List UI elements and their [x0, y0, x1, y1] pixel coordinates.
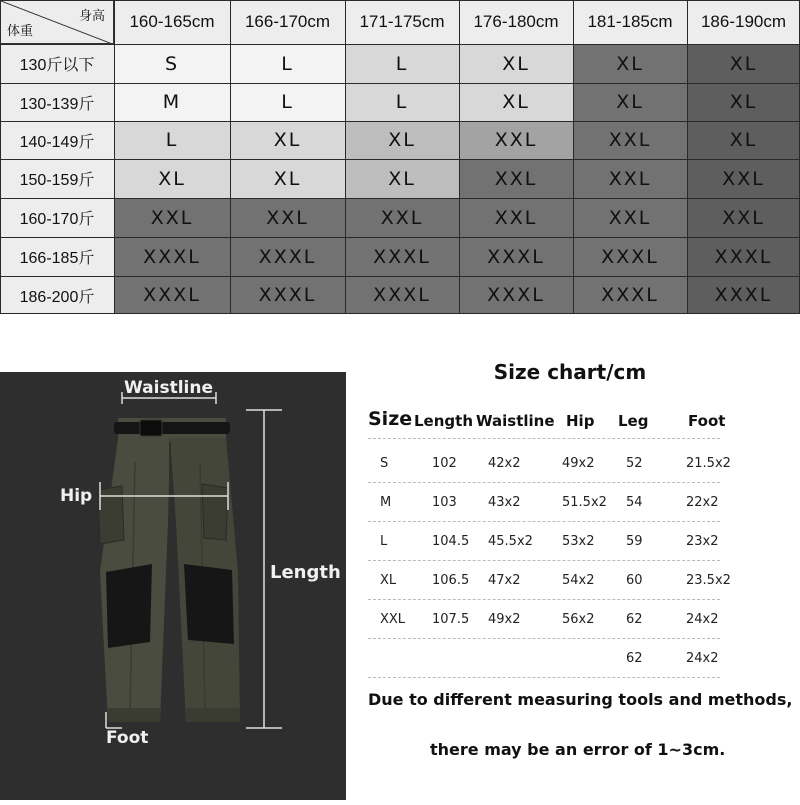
pants-measurement-image — [0, 372, 346, 800]
size-chart-header: Waistline — [476, 412, 555, 430]
weight-row-label: 130斤以下 — [0, 44, 114, 83]
grid-line — [0, 313, 800, 314]
recommended-size-cell: XL — [459, 44, 573, 83]
recommended-size-cell: XL — [459, 83, 573, 121]
size-chart-cell: 102 — [432, 456, 457, 471]
recommended-size-cell: XL — [230, 121, 345, 159]
size-chart-title: Size chart/cm — [493, 360, 647, 384]
recommended-size-cell: XXL — [114, 198, 230, 237]
size-chart-cell: 62 — [626, 612, 643, 627]
size-chart-cell: 23.5x2 — [686, 573, 731, 588]
recommended-size-cell: L — [230, 44, 345, 83]
recommended-size-cell: XXXL — [687, 276, 800, 314]
recommended-size-cell: XXXL — [459, 276, 573, 314]
grid-line — [459, 0, 460, 314]
length-label: Length — [270, 562, 341, 583]
recommended-size-cell: XXXL — [345, 276, 459, 314]
recommended-size-cell: XXL — [459, 121, 573, 159]
size-chart-cell: L — [380, 534, 388, 549]
row-divider — [368, 638, 720, 639]
height-axis-label: 身高 — [78, 8, 105, 23]
height-column-header: 186-190cm — [687, 0, 800, 44]
recommended-size-cell: L — [114, 121, 230, 159]
size-chart-cell: 60 — [626, 573, 643, 588]
grid-line — [114, 0, 115, 314]
pants-illustration — [0, 372, 346, 800]
size-chart-cell: 22x2 — [686, 495, 719, 510]
size-chart-cell: 104.5 — [432, 534, 470, 549]
height-column-header: 160-165cm — [114, 0, 230, 44]
weight-row-label: 150-159斤 — [0, 159, 114, 198]
size-chart-cell: M — [380, 495, 392, 510]
size-chart-header: Leg — [618, 412, 649, 430]
grid-line — [0, 237, 800, 238]
size-chart-cell: 52 — [626, 456, 643, 471]
height-column-header: 166-170cm — [230, 0, 345, 44]
size-chart-cell: 53x2 — [562, 534, 595, 549]
size-chart-cell: XXL — [380, 612, 406, 627]
size-chart-cell: 62 — [626, 651, 643, 666]
corner-header-cell — [0, 0, 114, 44]
recommended-size-cell: XXL — [573, 159, 687, 198]
hip-label: Hip — [60, 486, 93, 506]
recommended-size-cell: M — [114, 83, 230, 121]
grid-line — [0, 0, 1, 314]
recommended-size-cell: XXXL — [573, 276, 687, 314]
recommended-size-cell: S — [114, 44, 230, 83]
grid-line — [0, 121, 800, 122]
size-chart-cell: 43x2 — [488, 495, 521, 510]
weight-row-label: 186-200斤 — [0, 276, 114, 314]
waistline-label: Waistline — [124, 378, 213, 398]
grid-line — [0, 276, 800, 277]
recommended-size-cell: XXL — [573, 198, 687, 237]
weight-row-label: 130-139斤 — [0, 83, 114, 121]
recommended-size-cell: XXXL — [345, 237, 459, 276]
recommended-size-cell: XXL — [230, 198, 345, 237]
recommended-size-cell: XXL — [573, 121, 687, 159]
recommended-size-cell: XXL — [459, 198, 573, 237]
recommended-size-cell: XXL — [687, 159, 800, 198]
height-column-header: 181-185cm — [573, 0, 687, 44]
weight-row-label: 166-185斤 — [0, 237, 114, 276]
size-chart-cell: 54 — [626, 495, 643, 510]
row-divider — [368, 482, 720, 483]
size-chart-cell: 42x2 — [488, 456, 521, 471]
recommended-size-cell: XL — [114, 159, 230, 198]
recommended-size-cell: XL — [345, 159, 459, 198]
grid-line — [0, 0, 800, 1]
height-column-header: 171-175cm — [345, 0, 459, 44]
row-divider — [368, 599, 720, 600]
size-chart-header: Hip — [566, 412, 595, 430]
size-chart-cell: 23x2 — [686, 534, 719, 549]
grid-line — [0, 198, 800, 199]
size-chart-cell: 49x2 — [488, 612, 521, 627]
grid-line — [0, 44, 800, 45]
size-chart-cell: S — [380, 456, 389, 471]
size-chart-header: Length — [414, 412, 473, 430]
disclaimer-line-2: there may be an error of 1~3cm. — [430, 740, 726, 759]
recommended-size-cell: XXXL — [230, 276, 345, 314]
recommended-size-cell: XXL — [459, 159, 573, 198]
recommended-size-cell: L — [230, 83, 345, 121]
size-chart-header: Foot — [688, 412, 726, 430]
size-chart-cell: 51.5x2 — [562, 495, 607, 510]
weight-row-label: 160-170斤 — [0, 198, 114, 237]
grid-line — [573, 0, 574, 314]
weight-axis-label: 体重 — [7, 23, 34, 38]
grid-line — [230, 0, 231, 314]
recommended-size-cell: XL — [573, 83, 687, 121]
grid-line — [0, 159, 800, 160]
recommended-size-cell: L — [345, 44, 459, 83]
recommended-size-cell: XL — [687, 121, 800, 159]
disclaimer-line-1: Due to different measuring tools and methods, — [368, 690, 793, 709]
recommended-size-cell: XXL — [687, 198, 800, 237]
size-chart-cell: 45.5x2 — [488, 534, 533, 549]
size-chart-cell: 56x2 — [562, 612, 595, 627]
recommended-size-cell: XXXL — [573, 237, 687, 276]
size-recommendation-table — [0, 0, 800, 314]
row-divider — [368, 677, 720, 678]
row-divider — [368, 560, 720, 561]
recommended-size-cell: XXXL — [114, 276, 230, 314]
weight-row-label: 140-149斤 — [0, 121, 114, 159]
size-chart-cell: 24x2 — [686, 651, 719, 666]
size-chart-cell: 54x2 — [562, 573, 595, 588]
recommended-size-cell: XXXL — [230, 237, 345, 276]
recommended-size-cell: XXXL — [114, 237, 230, 276]
recommended-size-cell: XXXL — [459, 237, 573, 276]
size-chart-cell: 47x2 — [488, 573, 521, 588]
size-chart-cell: 49x2 — [562, 456, 595, 471]
height-column-header: 176-180cm — [459, 0, 573, 44]
grid-line — [345, 0, 346, 314]
recommended-size-cell: XL — [687, 83, 800, 121]
row-divider — [368, 438, 720, 439]
size-chart-cell: 59 — [626, 534, 643, 549]
recommended-size-cell: XXXL — [687, 237, 800, 276]
size-chart-cell: 21.5x2 — [686, 456, 731, 471]
recommended-size-cell: XL — [345, 121, 459, 159]
size-chart-cell: 107.5 — [432, 612, 470, 627]
row-divider — [368, 521, 720, 522]
size-chart-cell: XL — [380, 573, 397, 588]
size-chart-cell: 103 — [432, 495, 457, 510]
foot-label: Foot — [106, 728, 149, 748]
recommended-size-cell: L — [345, 83, 459, 121]
recommended-size-cell: XXL — [345, 198, 459, 237]
size-chart-header: Size — [368, 408, 413, 430]
grid-line — [0, 83, 800, 84]
grid-line — [687, 0, 688, 314]
recommended-size-cell: XL — [687, 44, 800, 83]
recommended-size-cell: XL — [573, 44, 687, 83]
recommended-size-cell: XL — [230, 159, 345, 198]
size-chart-cell: 24x2 — [686, 612, 719, 627]
size-chart-cell: 106.5 — [432, 573, 470, 588]
